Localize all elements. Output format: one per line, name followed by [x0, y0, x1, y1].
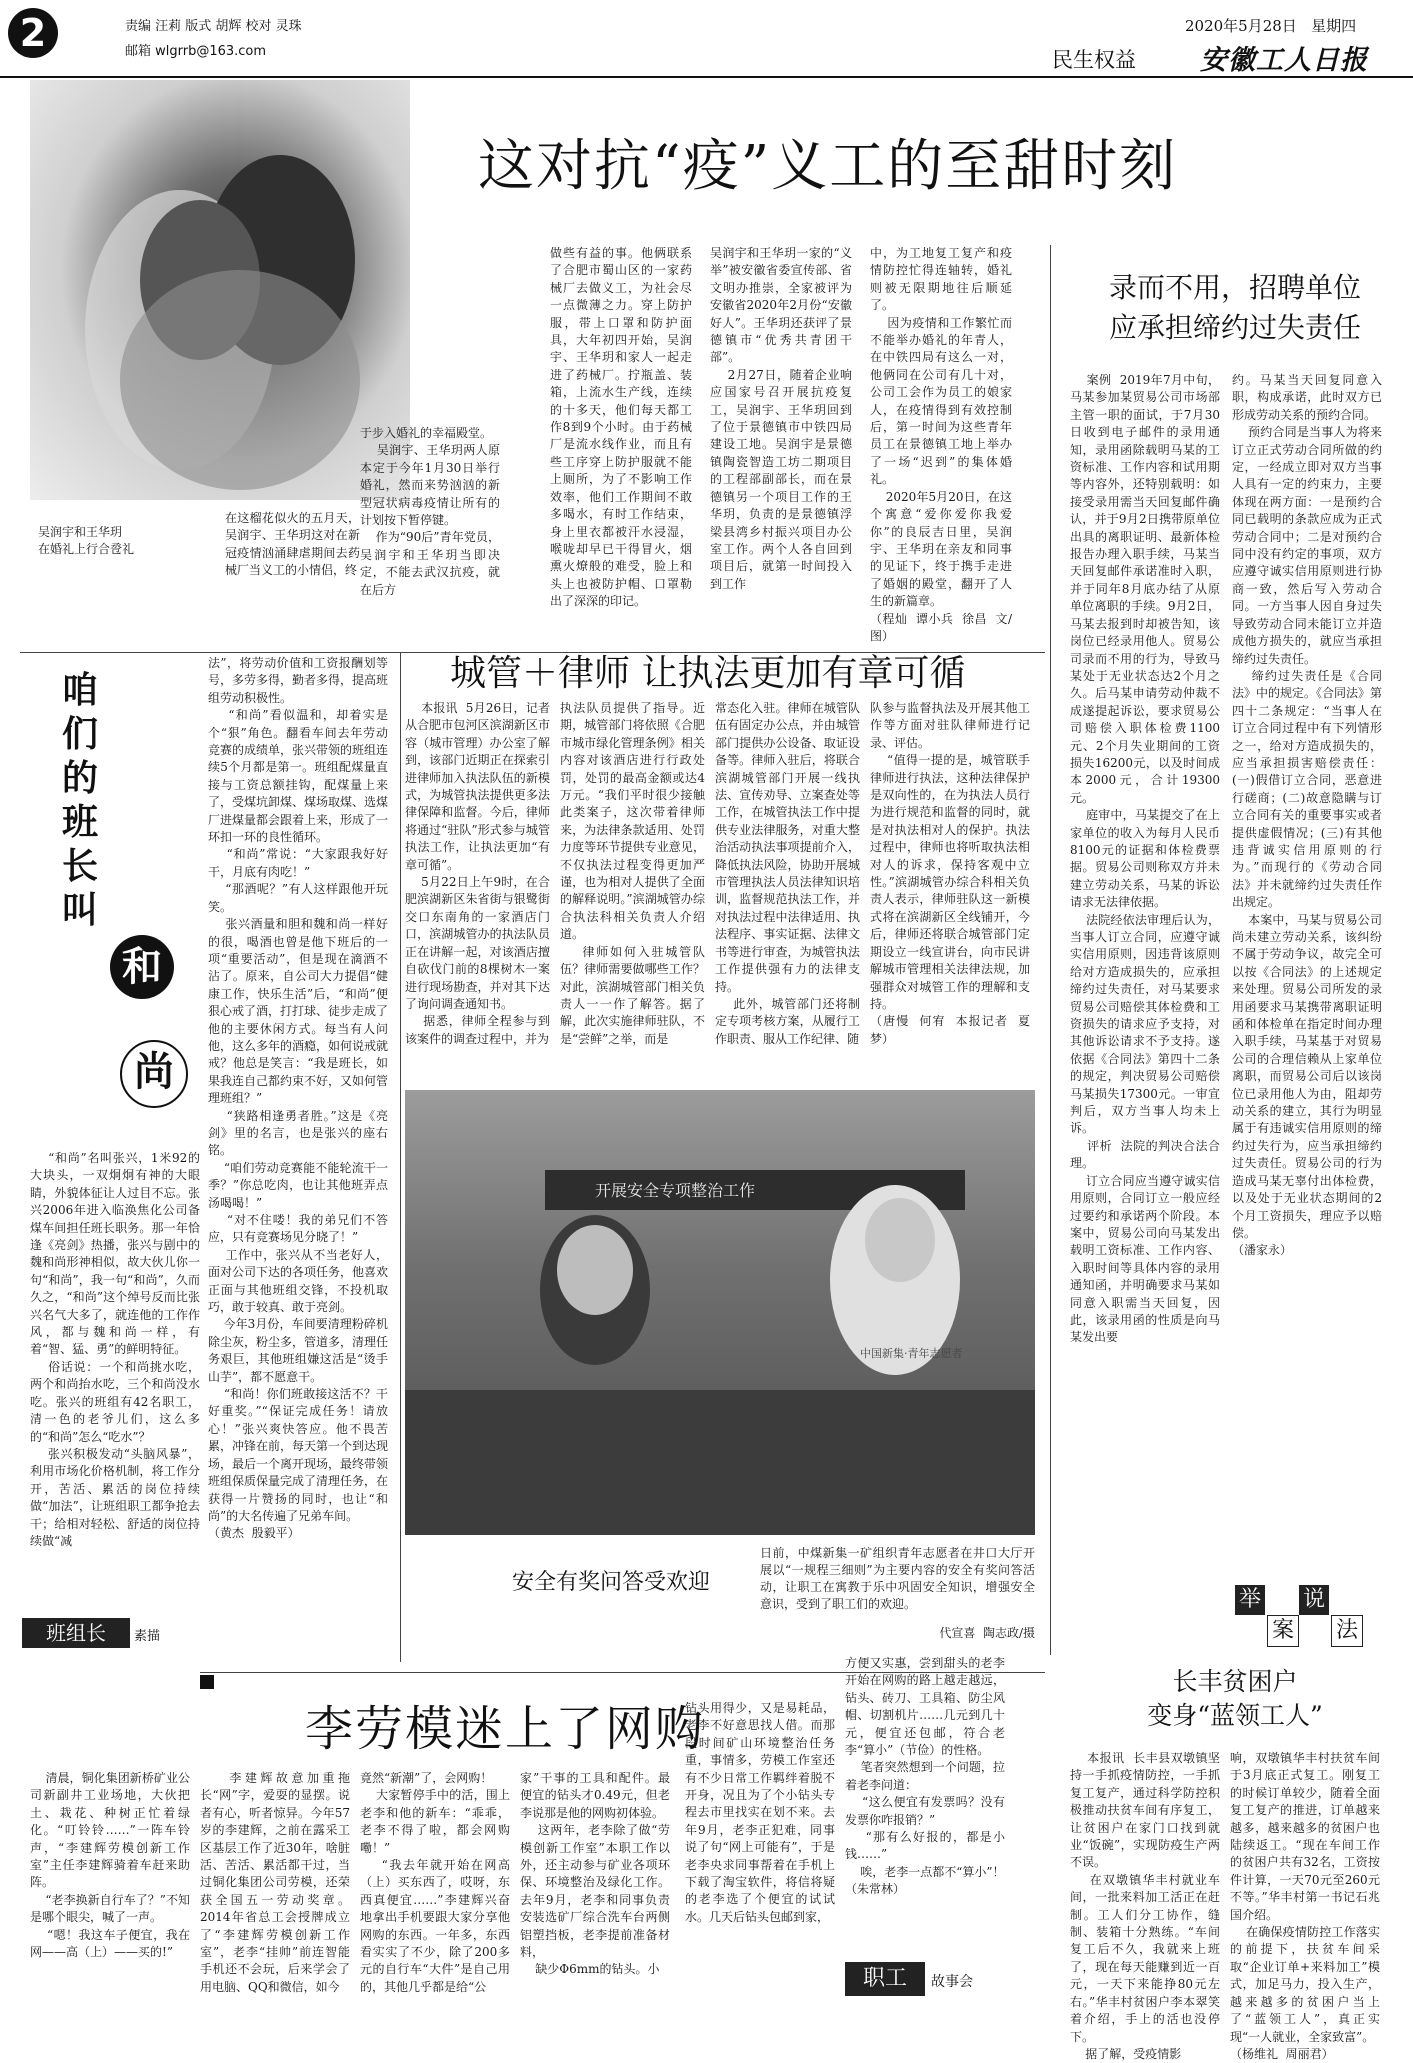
- section-label: 民生权益: [1052, 48, 1136, 72]
- article1-title: 这对抗“疫”义工的至甜时刻: [478, 134, 1178, 199]
- safety-quiz-headline: 安全有奖问答受欢迎: [512, 1570, 711, 1595]
- case-tag-char-2: 案: [1267, 1615, 1299, 1647]
- divider-right: [1050, 245, 1051, 1655]
- article6-col1: 本报讯 长丰县双墩镇坚持一手抓疫情防控，一手抓复工复产，通过科学防控积极推动扶贫车间有序复工，让贫困户在家门口找到就业“饭碗”，实现防疫生产两不误。 在双墩镇华丰村就业车间，一批来料加工活正在赶制。工人们分工协作，缝制、装箱十分熟练。“车间复工后不久，我就来上班了，现在每天能赚到近一百元，一天下来能挣80元左右。”华丰村贫困户李本翠笑着介绍，手上的活也没停下。 据了解，受疫情影: [1070, 1751, 1220, 2061]
- article4-title: 城管＋律师 让执法更加有章可循: [450, 653, 966, 694]
- article3-col-top: 法”，将劳动价值和工资报酬划等号，多劳多得，勤者多得，提高班组劳动积极性。 “和尚”看似温和，却着实是个“狠”角色。翻看车间去年劳动竞赛的成绩单，张兴带领的班组连续5个月都是第一。班组配煤量直接与工资总额挂钩，配煤量上来了，受煤坑卸煤、煤场取煤、选煤厂进煤量都会跟着上来，形成了一环扣一环的良性循环。 “和尚”常说：“大家跟我好好干，月底有肉吃！” “那酒呢？”有人这样跟他开玩笑。 张兴酒量和胆和魏和尚一样好的很，喝酒也曾是他下班后的一项“重要活动”，但是现在滴酒不沾了。原来，自公司大力提倡“健康工作，快乐生活”后，“和尚”便狠心戒了酒，打打球、徒步走成了他的主要休闲方式。每当有人问他，这么多年的酒瘾，如何说戒就戒？他总是笑言：“我是班长，如果我连自己都约束不好，又如何管理班组？” “狭路相逢勇者胜。”这是《亮剑》里的名言，也是张兴的座右铭。 “咱们劳动竞赛能不能轮流干一季？”你总吃肉，也让其他班弄点汤喝喝！” “对不住喽！我的弟兄们不答应，只有竞赛场见分晓了！” 工作中，张兴从不当老好人，面对公司下达的各项任务，他喜欢正面与其他班组交锋，不投机取巧，敢于较真、敢于亮剑。 今年3月份，车间要清理粉碎机除尘灰，粉尘多，管道多，清理任务艰巨，其他班组嫌这活是“烫手山芋”，都不愿意干。 “和尚！你们班敢接这活不？干好重奖。”“保证完成任务！请放心！”张兴爽快答应。他不畏苦累，冲锋在前，每天第一个到达现场，最后一个离开现场，最终带领班组保质保量完成了清理任务，在获得一片赞扬的同时，也让“和尚”的大名传遍了兄弟车间。 （黄杰 殷毅平）: [208, 656, 389, 1541]
- circle-char-2: 尚: [120, 1040, 188, 1108]
- divider-left: [400, 652, 401, 1662]
- article2-col1: 案例 2019年7月中旬，马某参加某贸易公司市场部主管一职的面试，于7月30日收到电子邮件的录用通知，录用函除载明马某的工资标准、工作内容和试用期等内容外，还特别载明：如接受录用需当天回复邮件确认，并于9月2日携带原单位出具的离职证明、最新体检报告办理入职手续，马某当天回复邮件承诺准时入职，并于同年8月底办结了从原单位离职的手续。9月2日，马某去报到时却被告知，该岗位已经录用他人。贸易公司录而不用的行为，导致马某处于无业状态达2个月之久。后马某申请劳动仲裁不成遂提起诉讼，要求贸易公司赔偿入职体检费1100元、2个月失业期间的工资损失16200元，以及时间成本2000元，合计19300元。 庭审中，马某提交了在上家单位的收入为每月人民币8100元的证据和体检费票据。贸易公司则称双方并未建立劳动关系，马某的诉讼请求无法律依据。 法院经依法审理后认为，当事人订立合同，应遵守诚实信用原则，因违背该原则给对方造成损失的，应承担缔约过失责任，对马某要求贸易公司赔偿其体检费和工资损失的请求应予支持，对其他诉讼请求不予支持。遂依据《合同法》第四十二条的规定，判决贸易公司赔偿马某损失17300元。一审宣判后，双方当事人均未上诉。 评析 法院的判决合法合理。 订立合同应当遵守诚实信用原则，合同订立一般应经过要约和承诺两个阶段。本案中，贸易公司向马某发出载明工资标准、工作内容、入职时间等具体内容的录用通知函，并明确要求马某如同意入职需当天回复，因此，该录用函的性质是向马某发出要: [1070, 373, 1220, 1345]
- article3-vertical-title: [62, 668, 122, 932]
- case-tag-char-1: 举: [1235, 1585, 1265, 1615]
- article4-col1: 本报讯 5月26日，记者从合肥市包河区滨湖新区市容（城市管理）办公室了解到，该部门近期正在探索引进律师加入执法队伍的新模式，为城管执法提供更多法律保障和监督。今后，律师将通过“驻队”形式参与城管执法工作，让执法更加“有章可循”。 5月22日上午9时，在合肥滨湖新区朱省街与银鹭街交口东南角的一家酒店门口，滨湖城管办的执法队员正在讲解一起，对该酒店擅自砍伐门前的8棵树木一案进行现场勘查，并对其下达了询问调查通知书。 据悉，律师全程参与到该案件的调查过程中，并为: [405, 701, 550, 1046]
- article1-col3: 做些有益的事。他俩联系了合肥市蜀山区的一家药械厂去做义工，为社会尽一点微薄之力。穿上防护服，带上口罩和防护面具，大年初四开始，吴润宇、王华玥和家人一起走进了药械厂。拧瓶盖、装箱，上流水生产线，连续的十多天，他们每天都工作8到9个小时。由于药械厂是流水线作业，而且有些工序穿上防护服就不能上厕所，为了不影响工作效率，他们工作期间不敢多喝水，有时工作结束，身上里衣都被汗水浸湿，喉咙却早已干得冒火，烟熏火燎般的难受，脸上和头上也被防护帽、口罩勒出了深深的印记。: [550, 246, 692, 609]
- worker-story-tag-sub: 故事会: [931, 1974, 973, 1990]
- masthead-rule: [0, 76, 1413, 78]
- safety-quiz-credit: 代宣喜 陶志政/摄: [939, 1626, 1035, 1640]
- case-tag-char-4: 法: [1331, 1615, 1363, 1647]
- article4-col3: 常态化入驻。律师在城管队伍有固定办公点，并由城管部门提供办公设备、取证设备等。律师入驻后，将联合滨湖城管部门开展一线执法、宣传劝导、立案查处等工作，在城管执法工作中提供专业法律服务，对重大整治活动执法事项提前介入，降低执法风险，协助开展城市管理执法人员法律知识培训，监督规范执法工作，并对执法过程中法律适用、执法程序、事实证据、法律文书等进行审查，为城管执法工作提供强有力的法律支持。 此外，城管部门还将制定专项考核方案，从履行工作职责、服从工作纪律、随: [715, 701, 860, 1046]
- article6-col2: 响，双墩镇华丰村扶贫车间于3月底正式复工。刚复工的时候订单较少，随着全面复工复产的推进，订单越来越多，越来越多的贫困户也陆续返工。“现在车间工作的贫困户共有32名，工资按件计算，一天70元至260元不等。”华丰村第一书记石兆国介绍。 在确保疫情防控工作落实的前提下，扶贫车间采取“企业订单+来料加工”模式，加足马力，投入生产，越来越多的贫困户当上了“蓝领工人”，真正实现“一人就业，全家致富”。 （杨维礼 周丽君）: [1230, 1751, 1380, 2061]
- photo-sign-text: 开展安全专项整治工作: [595, 1181, 756, 1200]
- team-leader-tag-sub: 素描: [134, 1629, 161, 1644]
- article1-col1: 在这榴花似火的五月天，吴润宇、王华玥这对在新冠疫情汹涌肆虐期间去药械厂当义工的小情侣，终: [225, 511, 360, 578]
- safety-quiz-photo: [405, 1090, 1035, 1535]
- v-title-char: 咱: [62, 669, 99, 711]
- article3-col-left: “和尚”名叫张兴，1米92的大块头，一双炯炯有神的大眼睛，外貌体征让人过目不忘。张兴2006年进入临涣焦化公司备煤车间担任班长职务。那一年恰逢《亮剑》热播，张兴与剧中的魏和尚形神相似，故大伙儿你一句“和尚”，我一句“和尚”，久而久之，“和尚”这个绰号反而比张兴名气大多了，就连他的工作作风，都与魏和尚一样，有着“智、猛、勇”的鲜明特征。 俗话说：一个和尚挑水吃，两个和尚抬水吃，三个和尚没水吃。张兴的班组有42名职工，清一色的老爷儿们，这么多的“和尚”怎么“吃水”？ 张兴积极发动“头脑风暴”，利用市场化价格机制，将工作分开，苦活、累活的岗位持续做“加法”，让班组职工都争抢去干；给相对轻松、舒适的岗位持续做“减: [30, 1151, 200, 1548]
- article7-col2: 李建辉故意加重拖长“网”字，爱耍的显摆。说者有心，听者惊异。今年57岁的李建辉，之前在露采工区基层工作了近30年，啥脏活、苦活、累活都干过，当过铜化集团公司劳模，还荣获全国五一劳动奖章。2014年省总工会授牌成立了“李建辉劳模创新工作室”，老李“挂帅”前连智能手机还不会玩，后来学会了用电脑、QQ和微信，如今: [200, 1771, 350, 1994]
- worker-story-tag-main: 职工: [845, 1962, 925, 1996]
- editor-line: 责编 汪莉 版式 胡辉 校对 灵珠: [125, 19, 302, 34]
- article2-col2: 约。马某当天回复同意入职，构成承诺，此时双方已形成劳动关系的预约合同。 预约合同是当事人为将来订立正式劳动合同所做的约定，一经成立即对双方当事人具有一定的约束力，主要体现在两方面：一是预约合同已载明的条款应成为正式劳动合同中；二是对预约合同中没有约定的事项，双方应遵守诚实信用原则进行协商一致，然后写入劳动合同。一方当事人因自身过失导致劳动合同未能订立并造成他方损失的，就应当承担缔约过失责任。 缔约过失责任是《合同法》中的规定。《合同法》第四十二条规定：“当事人在订立合同过程中有下列情形之一，给对方造成损失的，应当承担损害赔偿责任：(一)假借订立合同，恶意进行磋商；(二)故意隐瞒与订立合同有关的重要事实或者提供虚假情况；(三)有其他违背诚实信用原则的行为。”而现行的《劳动合同法》并未就缔约过失责任作出规定。 本案中，马某与贸易公司尚未建立劳动关系，该纠纷不属于劳动争议，故完全可以按《合同法》的上述规定来处理。贸易公司所发的录用函要求马某携带离职证明函和体检单在指定时间办理入职手续，马某基于对贸易公司的合理信赖从上家单位离职，而贸易公司后以该岗位已录用他人为由，阻却劳动关系的建立，其行为明显属于有违诚实信用原则的缔约过失行为，应当承担缔约过失责任。贸易公司的行为造成马某无辜付出体检费，以及处于无业状态期间的2个月工资损失，理应予以赔偿。 （潘家永）: [1232, 373, 1383, 1258]
- article7-col5: 钻头用得少，又是易耗品，老李不好意思找人借。而那段时间矿山环境整治任务重，事情多，劳模工作室还有不少日常工作羁绊着脱不开身，况且为了个小钻头专程去市里找实在划不来。去年9月，老李正犯难，同事说了句“网上可能有”，于是老李央求同事帮着在手机上下载了淘宝软件，将信将疑的老李选了个便宜的试试水。几天后钻头包邮到家，: [685, 1701, 835, 1924]
- photo-vest-text: 中国新集·青年志愿者: [860, 1347, 963, 1360]
- case-tag-char-3: 说: [1299, 1585, 1329, 1615]
- date-line: 2020年5月28日 星期四: [1185, 17, 1357, 35]
- article2-title: 录而不用，招聘单位 应承担缔约过失责任: [1108, 271, 1361, 344]
- article6-title: 长丰贫困户 变身“蓝领工人”: [1147, 1667, 1323, 1730]
- team-leader-tag-main: 班组长: [22, 1618, 130, 1648]
- article7-col1: 清晨，铜化集团新桥矿业公司新副井工业场地，大伙把土、栽花、种树正忙着绿化。“叮铃铃……”一阵车铃声，“李建辉劳模创新工作室”主任李建辉骑着车赶来助阵。 “老李换新自行车了？”不知是哪个眼尖，喊了一声。 “嗯！我这车子便宜，我在网——高（上）——买的!”: [30, 1771, 191, 1960]
- case-tag: [1235, 1585, 1385, 1647]
- safety-quiz-caption: 日前，中煤新集一矿组织青年志愿者在井口大厅开展以“一规程三细则”为主要内容的安全有奖问答活动，让职工在寓教于乐中巩固安全知识，增强安全意识，受到了职工们的欢迎。: [760, 1546, 1035, 1611]
- article7-title-marker: [200, 1675, 214, 1689]
- article1-col2: 于步入婚礼的幸福殿堂。 吴润宇、王华玥两人原本定于今年1月30日举行婚礼，然而来势汹汹的新型冠状病毒疫情让所有的计划按下暂停键。 作为“90后”青年党员，吴润宇和王华玥当即决定，不能去武汉抗疫，就在后方: [360, 426, 500, 597]
- team-leader-tag: [22, 1618, 192, 1648]
- article1-col5: 中，为工地复工复产和疫情防控忙得连轴转，婚礼则被无限期地往后顺延了。 因为疫情和工作繁忙而不能举办婚礼的年青人，在中铁四局有这么一对，他俩同在公司有几十对，公司工会作为员工的娘家人，在疫情得到有效控制后，第一时间为这些青年员工在景德镇工地上举办了一场“迟到”的集体婚礼。 2020年5月20日，在这个寓意“爱你爱你我爱你”的良辰吉日里，吴润宇、王华玥在亲友和同事的见证下，终于携手走进了婚姻的殿堂，翻开了人生的新篇章。 （程灿 谭小兵 徐昌 文/图）: [870, 246, 1012, 643]
- article7-title: 李劳模迷上了网购: [305, 1701, 706, 1757]
- article1-col4: 吴润宇和王华玥一家的“义举”被安徽省委宣传部、省文明办推崇，全家被评为安徽省2020年2月份“安徽好人”。王华玥还获评了景德镇市“优秀共青团干部”。 2月27日，随着企业响应国家号召开展抗疫复工，吴润宇、王华玥回到了位于景德镇市中铁四局建设工地。吴润宇是景德镇陶瓷智造工坊二期项目的工程部副部长，而在景德镇另一个项目工作的王华玥，负责的是景德镇浮梁县湾乡村振兴项目办公室工作。两个人各自回到项目后，就第一时间投入到工作: [710, 246, 852, 591]
- article4-col2: 执法队员提供了指导。近期，城管部门将依照《合肥市城市绿化管理条例》相关内容对该酒店进行行政处罚，处罚的最高金额或达4万元。“我们平时很少接触此类案子，这次带着律师来，为法律条款适用、处罚力度等环节提供专业意见，不仅执法过程变得更加严谨，也为相对人提供了全面的解释说明。”滨湖城管办综合执法科相关负责人介绍道。 律师如何入驻城管队伍？律师需要做哪些工作？对此，滨湖城管部门相关负责人一一作了解答。据了解，此次实施律师驻队，不是“尝鲜”之举，而是: [560, 701, 705, 1046]
- v-title-char: 长: [62, 845, 99, 887]
- page-number-badge: 2: [8, 8, 58, 58]
- email-line: 邮箱 wlgrrb@163.com: [125, 44, 267, 59]
- v-title-char: 叫: [62, 889, 99, 931]
- article7-col3: 竟然“新潮”了，会网购！ 大家暂停手中的活，围上老李和他的新车：“乖乖，老李不得了啦，都会网购嘞！” “我去年就开始在网高（上）买东西了，哎呀，东西真便宜……”李建辉兴奋地拿出手机要跟大家分享他网购的东西。一年多，东西看实实了不少，除了200多元的自行车“大件”是自己用的，其他几乎都是给“公: [360, 1771, 511, 1994]
- wedding-photo: [30, 80, 410, 500]
- article7-col4: 家”干事的工具和配件。最便宜的钻头才0.49元，但老李说那是他的网购初体验。 这两年，老李除了做“劳模创新工作室”本职工作以外，还主动参与矿业各项环保、环境整治及绿化工作。去年9月，老李和同事负责安装选矿厂综合洗车台两侧铝塑挡板，老李提前准备材料， 缺少Φ6mm的钻头。小: [520, 1771, 670, 1977]
- v-title-char: 班: [62, 801, 99, 843]
- circle-char-1: 和: [110, 935, 174, 999]
- article7-col6: 方便又实惠，尝到甜头的老李开始在网购的路上越走越远，钻头、砖刀、工具箱、防尘风帽、切割机片……几元到几十元，便宜还包邮，符合老李“算小”（节俭）的性格。 笔者突然想到一个问题，拉着老李问道： “这么便宜有发票吗？没有发票你咋报销？” “那有么好报的，都是小钱……” 唉，老李一点都不“算小”！ （朱常林）: [845, 1656, 1006, 1897]
- article4-col4: 队参与监督执法及开展其他工作等方面对驻队律师进行记录、评估。 “值得一提的是，城管联手律师进行执法，这种法律保护是双向性的，在为执法人员行为进行规范和监督的同时，就是对执法相对人的保护。执法过程中，律师也将听取执法相对人的诉求，保持客观中立性。”滨湖城管办综合科相关负责人表示，律师驻队这一新模式将在滨湖新区全线铺开，今后，律师还将联合城管部门定期设立一线宣讲台，向市民讲解城市管理相关法律法规，加强群众对城管工作的理解和支持。 （唐慢 何宥 本报记者 夏梦）: [870, 701, 1031, 1046]
- wedding-photo-caption: 吴润宇和王华玥 在婚礼上行合卺礼: [38, 525, 135, 556]
- v-title-char: 的: [62, 757, 99, 799]
- v-title-char: 们: [62, 713, 99, 755]
- paper-name-logo: 安徽工人日报: [1200, 45, 1368, 76]
- worker-story-tag: [845, 1962, 1035, 1996]
